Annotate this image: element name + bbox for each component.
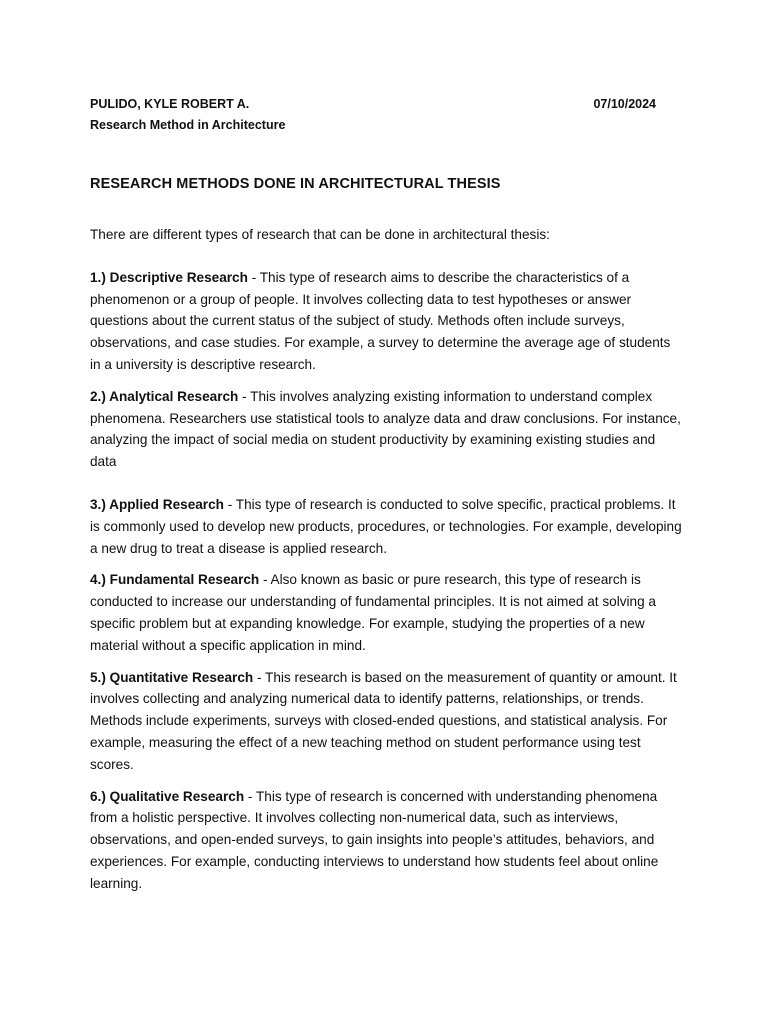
section-body: - This type of research is conducted to solve specific, practical problems. It is commonly used to develop new products, procedures, or technologies. For example, developing a new drug to treat a disease is applied research.	[90, 496, 682, 556]
document-title: RESEARCH METHODS DONE IN ARCHITECTURAL THESIS	[90, 176, 501, 192]
section-body: - This type of research aims to describe the characteristics of a phenomenon or a group of people. It involves collecting data to test hypotheses or answer questions about the current status of the subject of study. Methods often include surveys, observations, and case studies. For example, a survey to determine the average age of students in a university is descriptive research.	[90, 269, 671, 372]
section-fundamental-research	[90, 569, 682, 656]
section-body: - This type of research is concerned with understanding phenomena from a holistic perspective. It involves collecting non-numerical data, such as interviews, observations, and open-ended surveys, to gain insights into people’s attitudes, behaviors, and experiences. For example, conducting interviews to understand how students feel about online learning.	[90, 788, 659, 891]
section-term: 1.) Descriptive Research	[90, 269, 248, 285]
section-body: - Also known as basic or pure research, this type of research is conducted to increase our understanding of fundamental principles. It is not aimed at solving a specific problem but at expanding knowledge. For example, studying the properties of a new material without a specific application in mind.	[90, 572, 656, 653]
document-body	[90, 224, 682, 905]
intro-paragraph: There are different types of research that can be done in architectural thesis:	[90, 227, 550, 242]
course-name: Research Method in Architecture	[90, 118, 286, 132]
section-term: 6.) Qualitative Research	[90, 788, 245, 804]
header-row	[90, 94, 656, 115]
section-applied-research	[90, 494, 682, 559]
document-date: 07/10/2024	[593, 97, 656, 111]
section-term: 4.) Fundamental Research	[90, 572, 260, 588]
section-term: 5.) Quantitative Research	[90, 669, 254, 685]
section-body: - This research is based on the measurement of quantity or amount. It involves collecting and analyzing numerical data to identify patterns, relationships, or trends. Methods include experiments, surveys with closed-ended questions, and statistical analysis. For example, measuring the effect of a new teaching method on student performance using test scores.	[90, 669, 677, 772]
section-term: 3.) Applied Research	[90, 496, 224, 512]
section-body: - This involves analyzing existing information to understand complex phenomena. Researchers use statistical tools to analyze data and draw conclusions. For instance, analyzing the impact of social media on student productivity by examining existing studies and data	[90, 388, 681, 470]
section-descriptive-research	[90, 267, 682, 376]
document-header	[90, 94, 656, 136]
author-name: PULIDO, KYLE ROBERT A.	[90, 97, 250, 111]
section-analytical-research	[90, 386, 682, 473]
section-term: 2.) Analytical Research	[90, 388, 239, 404]
section-qualitative-research	[90, 786, 682, 895]
section-quantitative-research	[90, 667, 682, 776]
